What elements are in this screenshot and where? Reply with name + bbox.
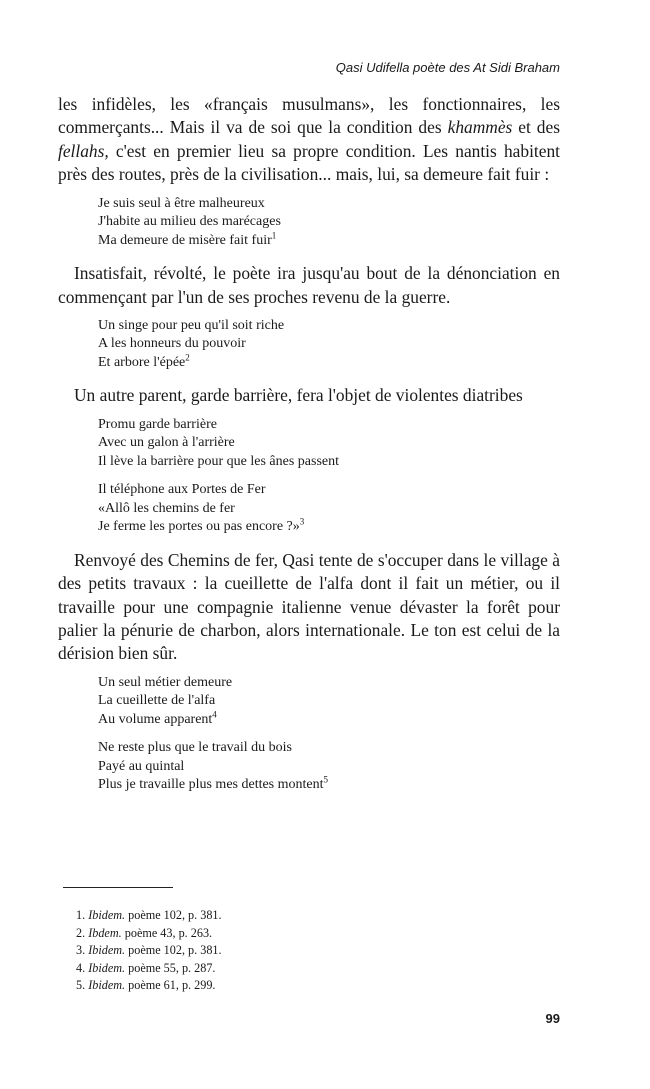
verse-line-text: Plus je travaille plus mes dettes montent [98, 777, 324, 793]
verse-line: Il lève la barrière pour que les ânes passent [98, 453, 340, 469]
verse-1 [98, 195, 560, 251]
footnote-number: 4. [76, 960, 86, 975]
verse-5 [98, 674, 560, 730]
verse-line: Un singe pour peu qu'il soit riche [98, 317, 285, 333]
verse-line-text: Ma demeure de misère fait fuir [98, 232, 272, 248]
verse-line: Il téléphone aux Portes de Fer [98, 482, 266, 498]
paragraph-3: Un autre parent, garde barrière, fera l'objet de violentes diatribes [74, 385, 523, 406]
verse-line: J'habite au milieu des marécages [98, 214, 281, 230]
body-text [58, 93, 560, 795]
paragraph-1 [58, 93, 560, 187]
paragraph-4: Renvoyé des Chemins de fer, Qasi tente de s'occuper dans le village à des petits travaux : la cueillette de l'alfa dont il fait un métier, ou il travaille pour une compagnie italienne venue dévaster la forêt pour palier la pénurie de charbon, alors internationale. Le ton est celui de la dérision bien sûr. [58, 549, 560, 664]
verse-6 [98, 739, 560, 795]
footnote-ref: Ibidem. [88, 978, 126, 993]
footnote-ref: Ibdem. [88, 925, 122, 940]
verse-line [98, 776, 560, 795]
verse-line-text: Et arbore l'épée [98, 354, 186, 370]
paragraph-1-part-2: et des [512, 117, 560, 138]
verse-line: Promu garde barrière [98, 416, 217, 432]
footnote-ref-4: 4 [212, 709, 217, 720]
verse-line-text: Au volume apparent [98, 711, 213, 727]
paragraph-1-part-3: c'est en premier lieu sa propre condition. Les nantis habitent près des routes, près de la civilisation... mais, lui, sa demeure fait fuir : [58, 140, 560, 185]
verse-line: La cueillette de l'alfa [98, 693, 216, 709]
footnote-1 [76, 907, 222, 925]
verse-line-text: Je ferme les portes ou pas encore ?» [98, 519, 300, 535]
term-khammes: khammès [447, 117, 513, 138]
footnote-number: 3. [76, 943, 86, 958]
verse-line: «Allô les chemins de fer [98, 500, 235, 516]
footnote-3 [76, 942, 222, 960]
footnote-ref-3: 3 [299, 516, 305, 527]
footnote-ref-5: 5 [323, 774, 329, 785]
verse-line: Avec un galon à l'arrière [98, 435, 235, 451]
footnote-ref: Ibidem. [88, 943, 126, 958]
footnote-number: 2. [76, 925, 86, 940]
footnote-text: poème 55, p. 287. [128, 960, 216, 975]
footnote-ref-1: 1 [271, 229, 277, 240]
verse-line: Je suis seul à être malheureux [98, 195, 265, 211]
footnote-5 [76, 977, 222, 995]
running-header: Qasi Udifella poète des At Sidi Braham [335, 60, 560, 75]
footnote-text: poème 102, p. 381. [128, 908, 222, 922]
verse-line: Un seul métier demeure [98, 674, 233, 690]
verse-3 [98, 416, 560, 472]
term-fellahs: fellahs, [58, 140, 109, 161]
paragraph-2: Insatisfait, révolté, le poète ira jusqu'au bout de la dénonciation en commençant par l'un de ses proches revenu de la guerre. [58, 263, 560, 307]
footnote-text: poème 61, p. 299. [128, 978, 216, 993]
footnote-number: 1. [76, 908, 86, 922]
page-number: 99 [545, 1011, 560, 1026]
verse-line [98, 354, 560, 373]
footnote-ref: Ibidem. [88, 960, 126, 975]
verse-line: Ne reste plus que le travail du bois [98, 740, 293, 756]
footnote-text: poème 43, p. 263. [124, 925, 213, 940]
verse-2 [98, 317, 560, 373]
footnote-4 [76, 960, 222, 978]
footnote-divider [63, 887, 173, 888]
verse-line: Payé au quintal [98, 758, 185, 774]
verse-4 [98, 481, 560, 537]
verse-line [98, 711, 560, 730]
footnote-number: 5. [76, 978, 86, 993]
verse-line: A les honneurs du pouvoir [98, 336, 246, 352]
footnotes [76, 907, 222, 995]
footnote-text: poème 102, p. 381. [128, 943, 222, 958]
book-page [58, 0, 560, 1089]
verse-line [98, 229, 560, 251]
footnote-ref: Ibidem. [88, 908, 126, 922]
paragraph-1-part-1: les infidèles, les «français musulmans», les fonctionnaires, les commerçants... Mais il va de soi que la condition des [58, 94, 560, 138]
footnote-2 [76, 925, 222, 943]
verse-line [98, 518, 560, 537]
footnote-ref-2: 2 [185, 352, 190, 363]
